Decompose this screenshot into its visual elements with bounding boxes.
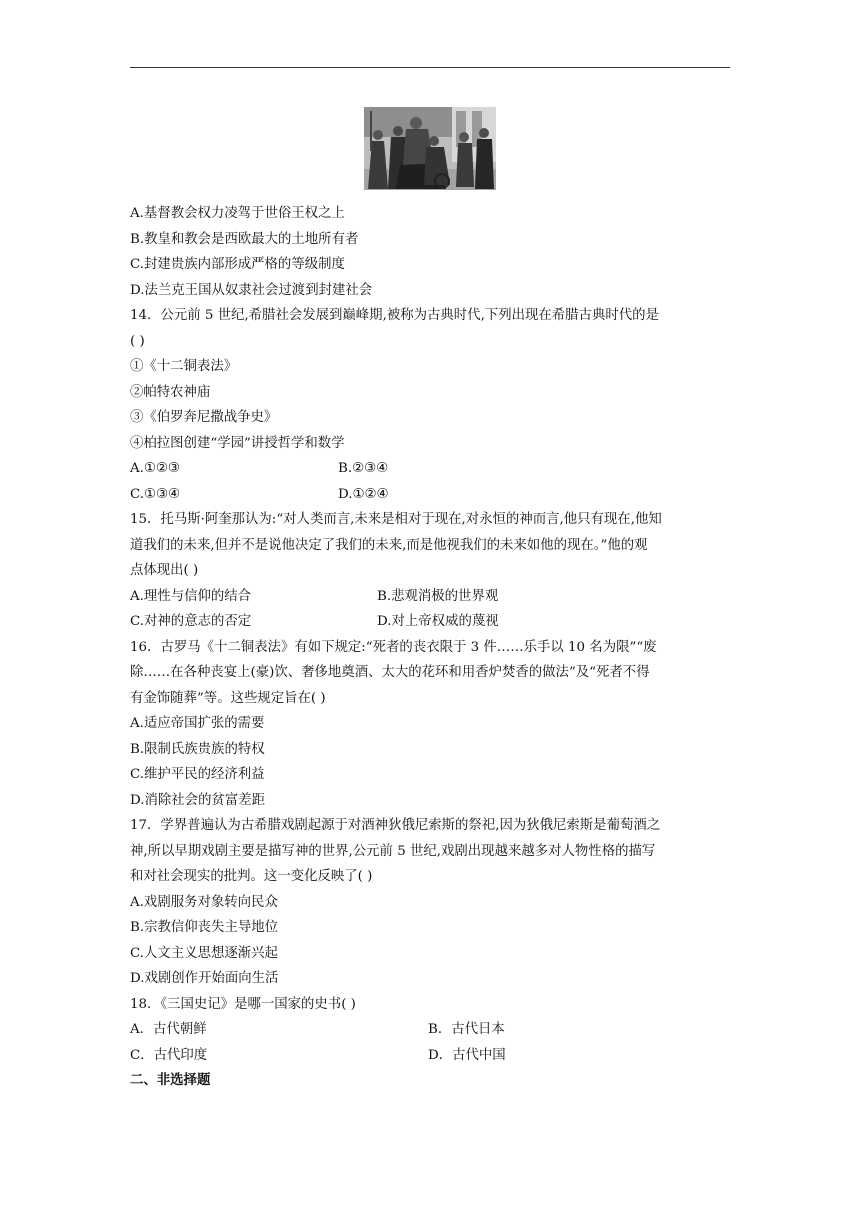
q15-option-a: A.理性与信仰的结合 [130, 588, 252, 604]
q15-stem-line-2: 道我们的未来,但并不是说他决定了我们的未来,而是他视我们的未来如他的现在。”他的观 [130, 537, 648, 553]
q16-stem-line-2: 除……在各种丧宴上(豪)饮、奢侈地奠酒、太大的花环和用香炉焚香的做法”及“死者不得 [130, 665, 650, 680]
q13-option-a: A.基督教会权力凌驾于世俗王权之上 [130, 206, 345, 221]
q15-option-d: D.对上帝权威的蔑视 [377, 614, 499, 629]
q17-stem-line-3: 和对社会现实的批判。这一变化反映了( ) [130, 869, 373, 884]
q15-stem-line-1: 15．托马斯·阿奎那认为:“对人类而言,未来是相对于现在,对永恒的神而言,他只有现在,他知 [130, 512, 662, 527]
q18-option-c: C．古代印度 [130, 1047, 208, 1063]
q14-stem-line-1: 14．公元前 5 世纪,希腊社会发展到巅峰期,被称为古典时代,下列出现在希腊古典时代的是 [130, 308, 659, 323]
q13-option-d: D.法兰克王国从奴隶社会过渡到封建社会 [130, 282, 373, 298]
q14-option-b: B.②③④ [338, 461, 389, 476]
q16-stem-line-1: 16．古罗马《十二铜表法》有如下规定:“死者的丧衣限于 3 件……乐手以 10 名为限”“废 [130, 639, 657, 655]
q16-option-b: B.限制氏族贵族的特权 [130, 741, 265, 757]
medieval-painting-image [364, 107, 496, 190]
q14-item-1: ①《十二铜表法》 [130, 359, 238, 374]
question-content [130, 201, 732, 1094]
q14-option-c: C.①③④ [130, 486, 181, 502]
q14-options-row-1 [130, 456, 732, 482]
q15-option-b: B.悲观消极的世界观 [377, 588, 499, 604]
q17-option-c: C.人文主义思想逐渐兴起 [130, 945, 278, 961]
q16-option-a: A.适应帝国扩张的需要 [130, 716, 265, 731]
q18-option-d: D．古代中国 [428, 1047, 506, 1063]
q17-stem-line-2: 神,所以早期戏剧主要是描写神的世界,公元前 5 世纪,戏剧出现越来越多对人物性格的描写 [130, 843, 656, 859]
header-rule [130, 67, 730, 68]
q18-options-row-2 [130, 1043, 732, 1069]
section-heading-non-choice: 二、非选择题 [130, 1072, 211, 1088]
q13-option-c: C.封建贵族内部形成严格的等级制度 [130, 257, 345, 272]
q17-option-d: D.戏剧创作开始面向生活 [130, 971, 279, 986]
q15-options-row-1 [130, 584, 732, 610]
q17-option-b: B.宗教信仰丧失主导地位 [130, 920, 279, 935]
q14-item-4: ④柏拉图创建“学园”讲授哲学和数学 [130, 435, 345, 451]
q14-item-2: ②帕特农神庙 [130, 384, 211, 400]
q15-option-c: C.对神的意志的否定 [130, 614, 252, 629]
q14-option-a: A.①②③ [130, 461, 180, 476]
q14-options-row-2 [130, 482, 732, 508]
q18-option-b: B．古代日本 [428, 1022, 505, 1037]
q16-stem-line-3: 有金饰随葬”等。这些规定旨在( ) [130, 690, 326, 706]
q16-option-d: D.消除社会的贫富差距 [130, 792, 266, 808]
q18-option-a: A．古代朝鲜 [130, 1022, 207, 1037]
q17-option-a: A.戏剧服务对象转向民众 [130, 894, 278, 910]
q14-item-3: ③《伯罗奔尼撒战争史》 [130, 410, 278, 425]
q18-options-row-1 [130, 1017, 732, 1043]
q15-stem-line-3: 点体现出( ) [130, 563, 199, 578]
q17-stem-line-1: 17．学界普遍认为古希腊戏剧起源于对酒神狄俄尼索斯的祭祀,因为狄俄尼索斯是葡萄酒之 [130, 818, 661, 833]
q14-stem-line-2: ( ) [130, 333, 145, 349]
q14-option-d: D.①②④ [338, 486, 389, 502]
q18-stem: 18．《三国史记》是哪一国家的史书( ) [130, 996, 356, 1012]
q16-option-c: C.维护平民的经济利益 [130, 767, 265, 782]
q15-options-row-2 [130, 609, 732, 635]
q13-option-b: B.教皇和教会是西欧最大的土地所有者 [130, 231, 359, 247]
